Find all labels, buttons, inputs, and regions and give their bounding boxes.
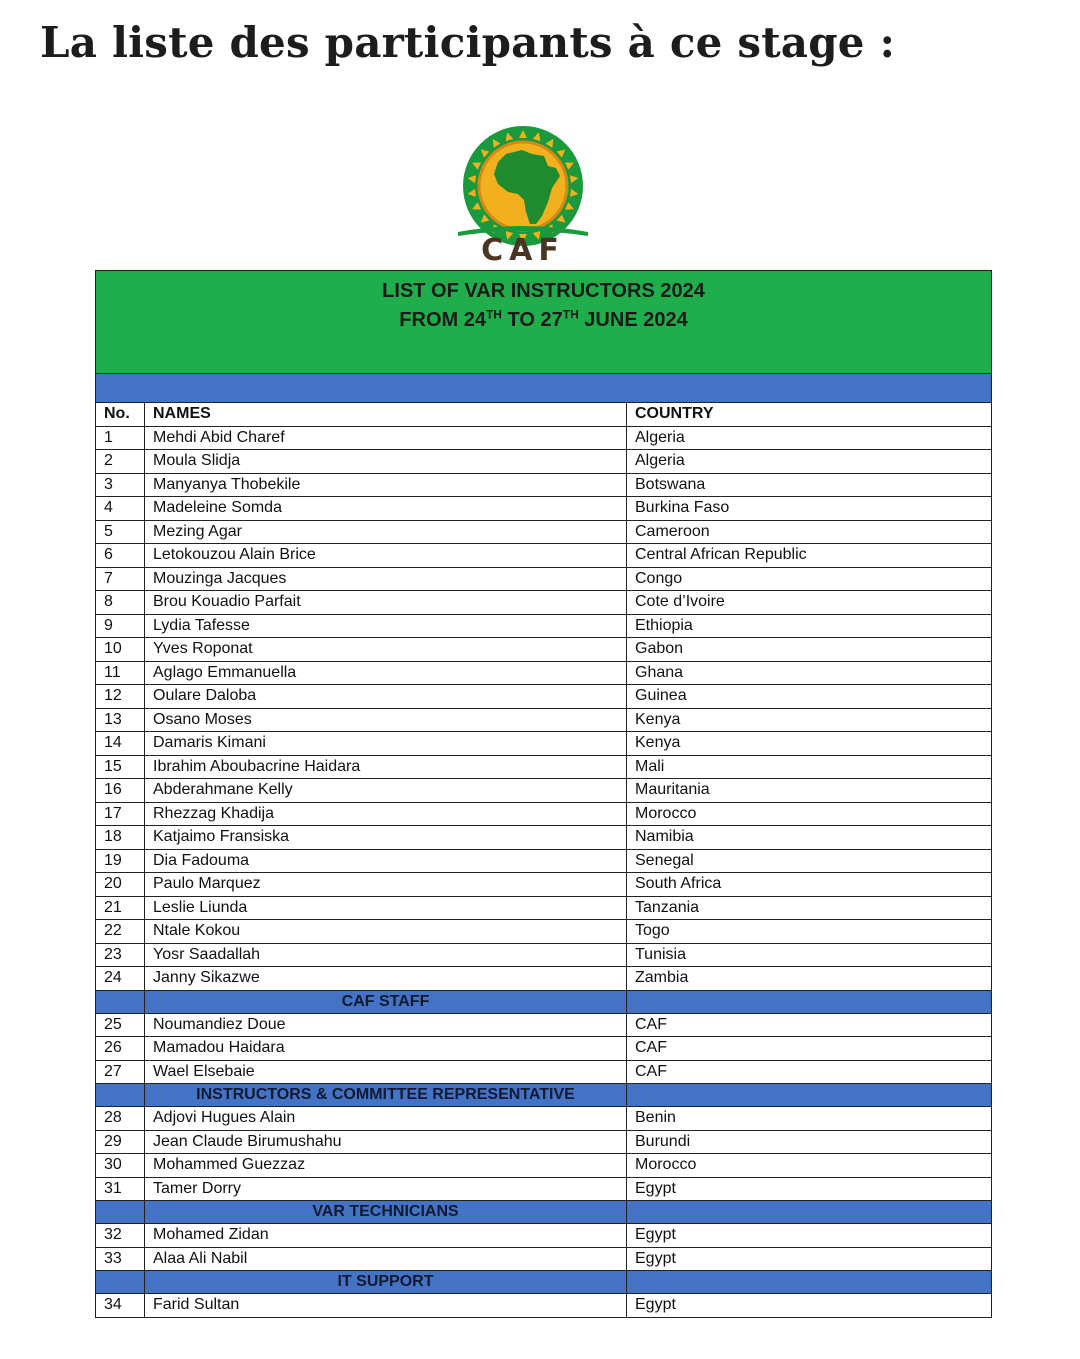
participant-country: Burkina Faso — [627, 497, 992, 521]
participant-country: Egypt — [627, 1294, 992, 1318]
participant-name: Mamadou Haidara — [145, 1037, 627, 1061]
title-line-1: LIST OF VAR INSTRUCTORS 2024 — [382, 280, 705, 302]
row-number: 24 — [96, 967, 145, 991]
participant-country: CAF — [627, 1037, 992, 1061]
participant-country: Burundi — [627, 1130, 992, 1154]
participant-name: Ntale Kokou — [145, 920, 627, 944]
table-header-row — [96, 403, 992, 427]
participant-country: Kenya — [627, 708, 992, 732]
row-number: 34 — [96, 1294, 145, 1318]
participant-country: Cameroon — [627, 520, 992, 544]
table-row — [96, 497, 992, 521]
participant-name: Wael Elsebaie — [145, 1060, 627, 1084]
row-number: 33 — [96, 1247, 145, 1271]
table-row — [96, 943, 992, 967]
participant-country: Ghana — [627, 661, 992, 685]
participant-country: Tunisia — [627, 943, 992, 967]
table-row — [96, 779, 992, 803]
section-header-row — [96, 1271, 992, 1294]
row-number: 26 — [96, 1037, 145, 1061]
participant-country: Togo — [627, 920, 992, 944]
table-row — [96, 614, 992, 638]
participant-name: Madeleine Somda — [145, 497, 627, 521]
participant-country: Mauritania — [627, 779, 992, 803]
participant-name: Yosr Saadallah — [145, 943, 627, 967]
row-number: 6 — [96, 544, 145, 568]
section-label: CAF STAFF — [145, 990, 627, 1013]
section-header-row — [96, 1201, 992, 1224]
logo-text: CAF — [481, 233, 565, 264]
participant-name: Ibrahim Aboubacrine Haidara — [145, 755, 627, 779]
row-number: 7 — [96, 567, 145, 591]
participant-name: Abderahmane Kelly — [145, 779, 627, 803]
table-row — [96, 1037, 992, 1061]
section-label: IT SUPPORT — [145, 1271, 627, 1294]
participant-name: Farid Sultan — [145, 1294, 627, 1318]
row-number: 19 — [96, 849, 145, 873]
table-row — [96, 1224, 992, 1248]
table-row — [96, 1294, 992, 1318]
table-row — [96, 661, 992, 685]
participant-name: Adjovi Hugues Alain — [145, 1107, 627, 1131]
table-row — [96, 826, 992, 850]
row-number: 28 — [96, 1107, 145, 1131]
table-row — [96, 473, 992, 497]
participant-country: Kenya — [627, 732, 992, 756]
table-title-row — [96, 271, 992, 374]
participant-country: Guinea — [627, 685, 992, 709]
participant-country: Benin — [627, 1107, 992, 1131]
row-number: 21 — [96, 896, 145, 920]
row-number: 16 — [96, 779, 145, 803]
table-row — [96, 732, 992, 756]
table-row — [96, 1107, 992, 1131]
participant-name: Janny Sikazwe — [145, 967, 627, 991]
table-row — [96, 1247, 992, 1271]
table-row — [96, 849, 992, 873]
row-number: 2 — [96, 450, 145, 474]
participant-country: Ethiopia — [627, 614, 992, 638]
participant-name: Moula Slidja — [145, 450, 627, 474]
row-number: 23 — [96, 943, 145, 967]
section-header-row — [96, 990, 992, 1013]
row-number: 5 — [96, 520, 145, 544]
participant-name: Yves Roponat — [145, 638, 627, 662]
row-number: 9 — [96, 614, 145, 638]
participant-country: Namibia — [627, 826, 992, 850]
row-number: 32 — [96, 1224, 145, 1248]
participant-name: Manyanya Thobekile — [145, 473, 627, 497]
table-title — [96, 271, 992, 374]
participant-name: Leslie Liunda — [145, 896, 627, 920]
participant-country: Egypt — [627, 1247, 992, 1271]
row-number: 22 — [96, 920, 145, 944]
table-row — [96, 1060, 992, 1084]
row-number: 14 — [96, 732, 145, 756]
participant-name: Mohamed Zidan — [145, 1224, 627, 1248]
participant-country: CAF — [627, 1060, 992, 1084]
table-row — [96, 567, 992, 591]
blue-band-row — [96, 374, 992, 403]
row-number: 25 — [96, 1013, 145, 1037]
table-row — [96, 873, 992, 897]
row-number: 4 — [96, 497, 145, 521]
participant-name: Mehdi Abid Charef — [145, 426, 627, 450]
participant-name: Osano Moses — [145, 708, 627, 732]
header-country: COUNTRY — [627, 403, 992, 427]
participant-name: Rhezzag Khadija — [145, 802, 627, 826]
table-row — [96, 802, 992, 826]
participant-country: Egypt — [627, 1177, 992, 1201]
participant-country: Botswana — [627, 473, 992, 497]
table-row — [96, 426, 992, 450]
participant-country: Morocco — [627, 802, 992, 826]
table-row — [96, 896, 992, 920]
participant-name: Alaa Ali Nabil — [145, 1247, 627, 1271]
page-heading: La liste des participants à ce stage : — [40, 18, 896, 67]
table-row — [96, 1013, 992, 1037]
participant-name: Lydia Tafesse — [145, 614, 627, 638]
row-number: 31 — [96, 1177, 145, 1201]
participant-country: Central African Republic — [627, 544, 992, 568]
row-number: 27 — [96, 1060, 145, 1084]
table-row — [96, 450, 992, 474]
table-row — [96, 638, 992, 662]
participant-country: Algeria — [627, 426, 992, 450]
section-label: VAR TECHNICIANS — [145, 1201, 627, 1224]
row-number: 13 — [96, 708, 145, 732]
participant-country: Cote d’Ivoire — [627, 591, 992, 615]
caf-logo — [448, 124, 598, 264]
row-number: 20 — [96, 873, 145, 897]
participant-name: Paulo Marquez — [145, 873, 627, 897]
participant-country: Gabon — [627, 638, 992, 662]
participant-name: Jean Claude Birumushahu — [145, 1130, 627, 1154]
row-number: 8 — [96, 591, 145, 615]
participant-country: Morocco — [627, 1154, 992, 1178]
row-number: 1 — [96, 426, 145, 450]
participant-country: Zambia — [627, 967, 992, 991]
row-number: 15 — [96, 755, 145, 779]
participant-name: Tamer Dorry — [145, 1177, 627, 1201]
row-number: 30 — [96, 1154, 145, 1178]
row-number: 3 — [96, 473, 145, 497]
participant-country: South Africa — [627, 873, 992, 897]
table-row — [96, 1177, 992, 1201]
row-number: 18 — [96, 826, 145, 850]
table-row — [96, 520, 992, 544]
participant-country: Algeria — [627, 450, 992, 474]
participant-country: Senegal — [627, 849, 992, 873]
participant-name: Dia Fadouma — [145, 849, 627, 873]
participants-table — [95, 270, 992, 1318]
table-row — [96, 1130, 992, 1154]
participant-country: Egypt — [627, 1224, 992, 1248]
table-row — [96, 1154, 992, 1178]
section-header-row — [96, 1084, 992, 1107]
participant-name: Mouzinga Jacques — [145, 567, 627, 591]
table-row — [96, 920, 992, 944]
participant-name: Aglago Emmanuella — [145, 661, 627, 685]
table-row — [96, 967, 992, 991]
participant-name: Letokouzou Alain Brice — [145, 544, 627, 568]
row-number: 12 — [96, 685, 145, 709]
participant-country: Congo — [627, 567, 992, 591]
participant-country: Mali — [627, 755, 992, 779]
header-names: NAMES — [145, 403, 627, 427]
row-number: 17 — [96, 802, 145, 826]
row-number: 29 — [96, 1130, 145, 1154]
participant-name: Katjaimo Fransiska — [145, 826, 627, 850]
participant-country: Tanzania — [627, 896, 992, 920]
title-line-2: FROM 24TH TO 27TH JUNE 2024 — [399, 307, 688, 331]
table-row — [96, 708, 992, 732]
participant-name: Mezing Agar — [145, 520, 627, 544]
table-row — [96, 755, 992, 779]
participant-name: Mohammed Guezzaz — [145, 1154, 627, 1178]
participant-name: Brou Kouadio Parfait — [145, 591, 627, 615]
table-row — [96, 544, 992, 568]
section-label: INSTRUCTORS & COMMITTEE REPRESENTATIVE — [145, 1084, 627, 1107]
participant-name: Oulare Daloba — [145, 685, 627, 709]
row-number: 11 — [96, 661, 145, 685]
participant-country: CAF — [627, 1013, 992, 1037]
participant-name: Damaris Kimani — [145, 732, 627, 756]
table-row — [96, 591, 992, 615]
row-number: 10 — [96, 638, 145, 662]
table-row — [96, 685, 992, 709]
participant-name: Noumandiez Doue — [145, 1013, 627, 1037]
header-no: No. — [96, 403, 145, 427]
